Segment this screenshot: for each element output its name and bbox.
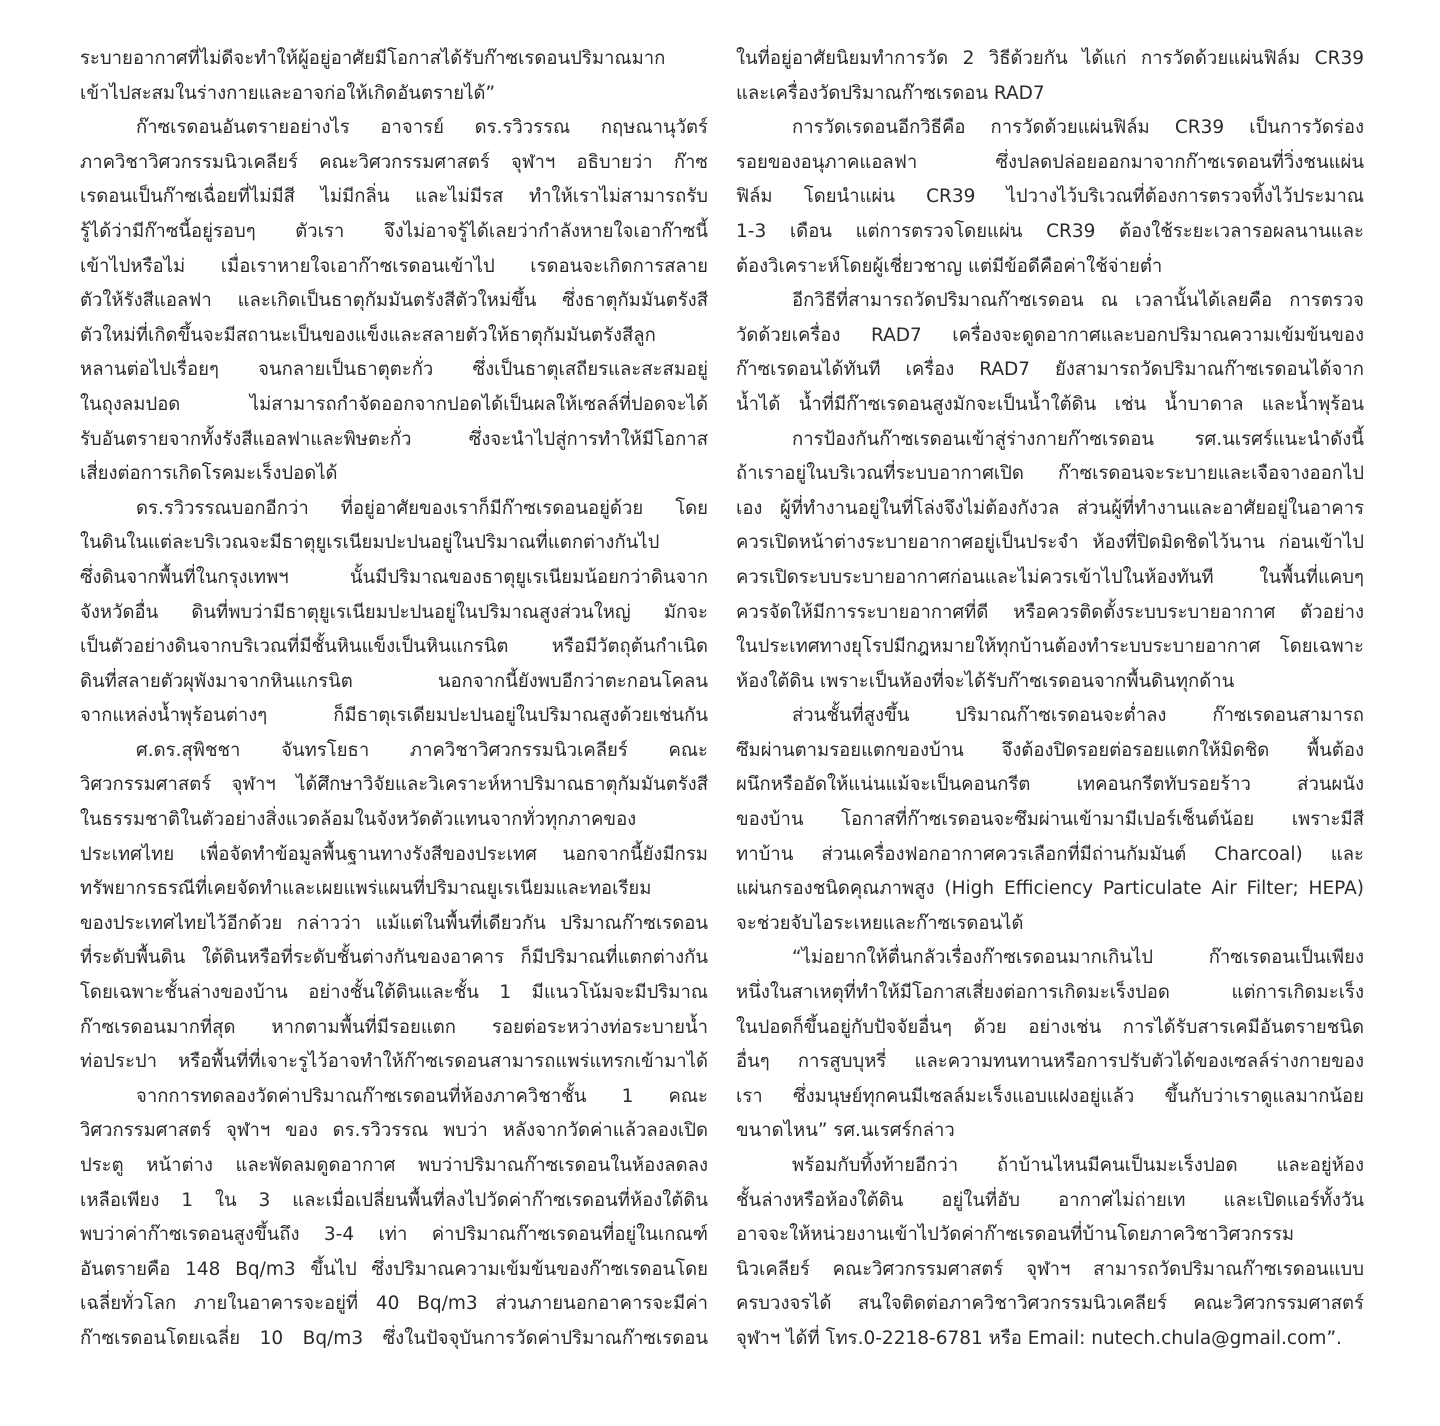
- text-line: วิศวกรรมศาสตร์ จุฬาฯ ของ ดร.รวิวรรณ พบว่า หลังจากวัดค่าแล้วลองเปิด: [80, 1120, 708, 1142]
- text-line: ฟิล์ม โดยนำแผ่น CR39 ไปวางไว้บริเวณที่ต้องการตรวจทิ้งไว้ประมาณ: [736, 186, 1364, 208]
- text-line: รับอันตรายจากทั้งรังสีแอลฟาและพิษตะกั่ว ซึ่งจะนำไปสู่การทำให้มีโอกาส: [80, 428, 708, 450]
- text-line: ประเทศไทย เพื่อจัดทำข้อมูลพื้นฐานทางรังสีของประเทศ นอกจากนี้ยังมีกรม: [80, 843, 708, 865]
- right-text-column: [736, 42, 1364, 1357]
- text-line: เหลือเพียง 1 ใน 3 และเมื่อเปลี่ยนพื้นที่ลงไปวัดค่าก๊าซเรดอนที่ห้องใต้ดิน: [80, 1189, 708, 1211]
- text-line: ซึ่งดินจากพื้นที่ในกรุงเทพฯ นั้นมีปริมาณของธาตุยูเรเนียมน้อยกว่าดินจาก: [80, 566, 708, 588]
- text-line: เสี่ยงต่อการเกิดโรคมะเร็งปอดได้: [80, 463, 338, 485]
- text-line: อีกวิธีที่สามารถวัดปริมาณก๊าซเรดอน ณ เวลานั้นได้เลยคือ การตรวจ: [792, 290, 1364, 312]
- text-line: เฉลี่ยทั่วโลก ภายในอาคารจะอยู่ที่ 40 Bq/m3 ส่วนภายนอกอาคารจะมีค่า: [80, 1293, 708, 1315]
- text-line: ซึมผ่านตามรอยแตกของบ้าน จึงต้องปิดรอยต่อรอยแตกให้มิดชิด พื้นต้อง: [736, 739, 1364, 761]
- text-line: จากแหล่งน้ำพุร้อนต่างๆ ก็มีธาตุเรเดียมปะปนอยู่ในปริมาณสูงด้วยเช่นกัน: [80, 705, 708, 727]
- text-line: อื่นๆ การสูบบุหรี่ และความทนทานหรือการปรับตัวได้ของเซลล์ร่างกายของ: [736, 1051, 1364, 1073]
- text-line: เอง ผู้ที่ทำงานอยู่ในที่โล่งจึงไม่ต้องกังวล ส่วนผู้ที่ทำงานและอาศัยอยู่ในอาคาร: [736, 497, 1364, 519]
- text-line: ในถุงลมปอด ไม่สามารถกำจัดออกจากปอดได้เป็นผลให้เซลล์ที่ปอดจะได้: [80, 393, 708, 415]
- text-line: รู้ได้ว่ามีก๊าซนี้อยู่รอบๆ ตัวเรา จึงไม่อาจรู้ได้เลยว่ากำลังหายใจเอาก๊าซนี้: [80, 220, 708, 242]
- text-line: อันตรายคือ 148 Bq/m3 ขึ้นไป ซึ่งปริมาณความเข้มข้นของก๊าซเรดอนโดย: [80, 1258, 708, 1280]
- text-line: เข้าไปสะสมในร่างกายและอาจก่อให้เกิดอันตรายได้”: [80, 82, 496, 104]
- text-line: ทาบ้าน ส่วนเครื่องฟอกอากาศควรเลือกที่มีถ่านกัมมันต์ Charcoal) และ: [736, 843, 1364, 865]
- text-line: ที่ระดับพื้นดิน ใต้ดินหรือที่ระดับชั้นต่างกันของอาคาร ก็มีปริมาณที่แตกต่างกัน: [80, 947, 708, 969]
- text-line: ดร.รวิวรรณบอกอีกว่า ที่อยู่อาศัยของเราก็มีก๊าซเรดอนอยู่ด้วย โดย: [136, 497, 708, 519]
- text-line: น้ำได้ น้ำที่มีก๊าซเรดอนสูงมักจะเป็นน้ำใต้ดิน เช่น น้ำบาดาล และน้ำพุร้อน: [736, 393, 1364, 415]
- text-line: 1-3 เดือน แต่การตรวจโดยแผ่น CR39 ต้องใช้ระยะเวลารอผลนานและ: [736, 220, 1364, 242]
- text-line: ห้องใต้ดิน เพราะเป็นห้องที่จะได้รับก๊าซเรดอนจากพื้นดินทุกด้าน: [736, 670, 1235, 692]
- text-line: ระบายอากาศที่ไม่ดีจะทำให้ผู้อยู่อาศัยมีโอกาสได้รับก๊าซเรดอนปริมาณมาก: [80, 48, 666, 69]
- text-line: โดยเฉพาะชั้นล่างของบ้าน อย่างชั้นใต้ดินและชั้น 1 มีแนวโน้มจะมีปริมาณ: [80, 982, 708, 1004]
- text-line: ศ.ดร.สุพิชชา จันทรโยธา ภาควิชาวิศวกรรมนิวเคลียร์ คณะ: [136, 739, 708, 761]
- text-line: ควรเปิดหน้าต่างระบายอากาศอยู่เป็นประจำ ห้องที่ปิดมิดชิดไว้นาน ก่อนเข้าไป: [736, 532, 1364, 554]
- text-line: ก๊าซเรดอนโดยเฉลี่ย 10 Bq/m3 ซึ่งในปัจจุบันการวัดค่าปริมาณก๊าซเรดอน: [80, 1327, 708, 1349]
- text-line: ของบ้าน โอกาสที่ก๊าซเรดอนจะซึมผ่านเข้ามามีเปอร์เซ็นต์น้อย เพราะมีสี: [736, 809, 1364, 831]
- text-line: หนึ่งในสาเหตุที่ทำให้มีโอกาสเสี่ยงต่อการเกิดมะเร็งปอด แต่การเกิดมะเร็ง: [736, 982, 1364, 1004]
- text-line: เรา ซึ่งมนุษย์ทุกคนมีเซลล์มะเร็งแอบแฝงอยู่แล้ว ขึ้นกับว่าเราดูแลมากน้อย: [736, 1085, 1364, 1107]
- text-line: ในปอดก็ขึ้นอยู่กับปัจจัยอื่นๆ ด้วย อย่างเช่น การได้รับสารเคมีอันตรายชนิด: [736, 1016, 1364, 1038]
- text-line: ในดินในแต่ละบริเวณจะมีธาตุยูเรเนียมปะปนอยู่ในปริมาณที่แตกต่างกันไป: [80, 532, 660, 554]
- text-line: รอยของอนุภาคแอลฟา ซึ่งปลดปล่อยออกมาจากก๊าซเรดอนที่วิ่งชนแผ่น: [736, 151, 1364, 173]
- text-line: ก๊าซเรดอนได้ทันที เครื่อง RAD7 ยังสามารถวัดปริมาณก๊าซเรดอนได้จาก: [736, 359, 1364, 381]
- text-line: ตัวใหม่ที่เกิดขึ้นจะมีสถานะเป็นของแข็งและสลายตัวให้ธาตุกัมมันตรังสีลูก: [80, 324, 656, 346]
- text-line: จะช่วยจับไอระเหยและก๊าซเรดอนได้: [736, 912, 1024, 934]
- text-line: ต้องวิเคราะห์โดยผู้เชี่ยวชาญ แต่มีข้อดีคือค่าใช้จ่ายต่ำ: [736, 255, 1163, 277]
- text-line: ขนาดไหน” รศ.นเรศร์กล่าว: [736, 1120, 955, 1142]
- text-line: ประตู หน้าต่าง และพัดลมดูดอากาศ พบว่าปริมาณก๊าซเรดอนในห้องลดลง: [80, 1155, 708, 1176]
- text-line: พร้อมกับทิ้งท้ายอีกว่า ถ้าบ้านไหนมีคนเป็นมะเร็งปอด และอยู่ห้อง: [792, 1155, 1364, 1176]
- text-line: ควรเปิดระบบระบายอากาศก่อนและไม่ควรเข้าไปในห้องทันที ในพื้นที่แคบๆ: [736, 566, 1364, 588]
- text-line: ในที่อยู่อาศัยนิยมทำการวัด 2 วิธีด้วยกัน ได้แก่ การวัดด้วยแผ่นฟิล์ม CR39: [736, 48, 1364, 69]
- text-line: ชั้นล่างหรือห้องใต้ดิน อยู่ในที่อับ อากาศไม่ถ่ายเท และเปิดแอร์ทั้งวัน: [736, 1189, 1364, 1211]
- text-line: นิวเคลียร์ คณะวิศวกรรมศาสตร์ จุฬาฯ สามารถวัดปริมาณก๊าซเรดอนแบบ: [736, 1258, 1364, 1280]
- text-line: ในประเทศทางยุโรปมีกฎหมายให้ทุกบ้านต้องทำระบบระบายอากาศ โดยเฉพาะ: [736, 636, 1364, 658]
- text-line: จังหวัดอื่น ดินที่พบว่ามีธาตุยูเรเนียมปะปนอยู่ในปริมาณสูงส่วนใหญ่ มักจะ: [80, 601, 708, 623]
- text-line: การวัดเรดอนอีกวิธีคือ การวัดด้วยแผ่นฟิล์ม CR39 เป็นการวัดร่อง: [792, 117, 1364, 139]
- text-line: พบว่าค่าก๊าซเรดอนสูงขึ้นถึง 3-4 เท่า ค่าปริมาณก๊าซเรดอนที่อยู่ในเกณฑ์: [80, 1224, 708, 1246]
- text-line: ก๊าซเรดอนอันตรายอย่างไร อาจารย์ ดร.รวิวรรณ กฤษณานุวัตร์: [136, 117, 708, 139]
- text-line: ภาควิชาวิศวกรรมนิวเคลียร์ คณะวิศวกรรมศาสตร์ จุฬาฯ อธิบายว่า ก๊าซ: [80, 151, 708, 173]
- text-line: ท่อประปา หรือพื้นที่ที่เจาะรูไว้อาจทำให้ก๊าซเรดอนสามารถแพร่แทรกเข้ามาได้: [80, 1051, 708, 1073]
- text-line: ผนึกหรืออัดให้แน่นแม้จะเป็นคอนกรีต เทคอนกรีตทับรอยร้าว ส่วนผนัง: [736, 774, 1364, 796]
- left-text-column: [80, 42, 708, 1357]
- text-line: เป็นตัวอย่างดินจากบริเวณที่มีชั้นหินแข็งเป็นหินแกรนิต หรือมีวัตถุต้นกำเนิด: [80, 636, 708, 658]
- text-line: ตัวให้รังสีแอลฟา และเกิดเป็นธาตุกัมมันตรังสีตัวใหม่ขึ้น ซึ่งธาตุกัมมันตรังสี: [80, 290, 708, 312]
- text-line: ก๊าซเรดอนมากที่สุด หากตามพื้นที่มีรอยแตก รอยต่อระหว่างท่อระบายน้ำ: [80, 1016, 708, 1038]
- text-line: แผ่นกรองชนิดคุณภาพสูง (High Efficiency Particulate Air Filter; HEPA): [736, 878, 1364, 900]
- text-line: ควรจัดให้มีการระบายอากาศที่ดี หรือควรติดตั้งระบบระบายอากาศ ตัวอย่าง: [736, 601, 1364, 623]
- text-line: “ไม่อยากให้ตื่นกลัวเรื่องก๊าซเรดอนมากเกินไป ก๊าซเรดอนเป็นเพียง: [792, 947, 1364, 969]
- text-line: วัดด้วยเครื่อง RAD7 เครื่องจะดูดอากาศและบอกปริมาณความเข้มข้นของ: [736, 324, 1364, 346]
- text-line: ดินที่สลายตัวผุพังมาจากหินแกรนิต นอกจากนี้ยังพบอีกว่าตะกอนโคลน: [80, 670, 708, 692]
- text-line: ถ้าเราอยู่ในบริเวณที่ระบบอากาศเปิด ก๊าซเรดอนจะระบายและเจือจางออกไป: [736, 463, 1364, 485]
- text-line: จากการทดลองวัดค่าปริมาณก๊าซเรดอนที่ห้องภาควิชาชั้น 1 คณะ: [136, 1085, 708, 1107]
- text-line: ทรัพยากรธรณีที่เคยจัดทำและเผยแพร่แผนที่ปริมาณยูเรเนียมและทอเรียม: [80, 878, 652, 900]
- text-line: จุฬาฯ ได้ที่ โทร.0-2218-6781 หรือ Email: nutech.chula@gmail.com”.: [736, 1327, 1342, 1349]
- text-line: อาจจะให้หน่วยงานเข้าไปวัดค่าก๊าซเรดอนที่บ้านโดยภาควิชาวิศวกรรม: [736, 1224, 1295, 1246]
- text-line: และเครื่องวัดปริมาณก๊าซเรดอน RAD7: [736, 82, 1045, 104]
- text-line: วิศวกรรมศาสตร์ จุฬาฯ ได้ศึกษาวิจัยและวิเคราะห์หาปริมาณธาตุกัมมันตรังสี: [80, 774, 708, 796]
- text-line: เรดอนเป็นก๊าซเฉื่อยที่ไม่มีสี ไม่มีกลิ่น และไม่มีรส ทำให้เราไม่สามารถรับ: [80, 186, 708, 208]
- text-line: การป้องกันก๊าซเรดอนเข้าสู่ร่างกายก๊าซเรดอน รศ.นเรศร์แนะนำดังนี้: [792, 428, 1364, 450]
- text-line: เข้าไปหรือไม่ เมื่อเราหายใจเอาก๊าซเรดอนเข้าไป เรดอนจะเกิดการสลาย: [80, 255, 708, 277]
- text-line: ครบวงจรได้ สนใจติดต่อภาควิชาวิศวกรรมนิวเคลียร์ คณะวิศวกรรมศาสตร์: [736, 1293, 1364, 1315]
- text-line: ของประเทศไทยไว้อีกด้วย กล่าวว่า แม้แต่ในพื้นที่เดียวกัน ปริมาณก๊าซเรดอน: [80, 912, 708, 934]
- text-line: ในธรรมชาติในตัวอย่างสิ่งแวดล้อมในจังหวัดตัวแทนจากทั่วทุกภาคของ: [80, 809, 637, 831]
- text-line: หลานต่อไปเรื่อยๆ จนกลายเป็นธาตุตะกั่ว ซึ่งเป็นธาตุเสถียรและสะสมอยู่: [80, 359, 708, 381]
- text-line: ส่วนชั้นที่สูงขึ้น ปริมาณก๊าซเรดอนจะต่ำลง ก๊าซเรดอนสามารถ: [792, 705, 1364, 727]
